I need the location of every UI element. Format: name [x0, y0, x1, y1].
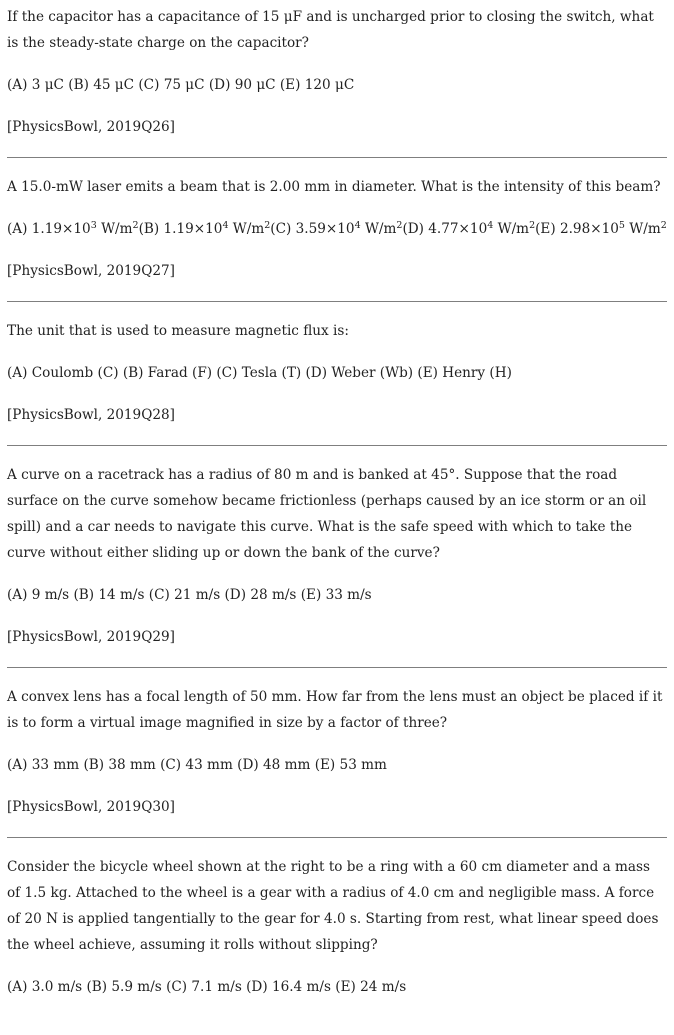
option-b-exponent: 4: [222, 220, 229, 231]
question-item: [7, 462, 667, 650]
divider: [7, 157, 667, 158]
question-source: [PhysicsBowl, 2019Q26]: [7, 119, 175, 135]
option-c-base: (C) 3.59×10: [270, 221, 355, 237]
option-c-exponent: 4: [354, 220, 361, 231]
answer-options: (A) 3.0 m/s (B) 5.9 m/s (C) 7.1 m/s (D) 16.4 m/s (E) 24 m/s: [7, 979, 407, 995]
answer-options: (A) 3 μC (B) 45 μC (C) 75 μC (D) 90 μC (E) 120 μC: [7, 77, 355, 93]
question-text: A convex lens has a focal length of 50 mm. How far from the lens must an object be placed if it is to form a virtual image magnified in size by a factor of three?: [7, 689, 663, 731]
question-source: [PhysicsBowl, 2019Q30]: [7, 799, 175, 815]
option-a-base: (A) 1.19×10: [7, 221, 91, 237]
divider: [7, 667, 667, 668]
option-e-exponent: 5: [618, 220, 625, 231]
option-b-base: (B) 1.19×10: [138, 221, 223, 237]
option-e-unit-exponent: 2: [660, 220, 667, 231]
option-c-unit: W/m: [360, 221, 397, 237]
question-text: A 15.0-mW laser emits a beam that is 2.00 mm in diameter. What is the intensity of this beam?: [7, 179, 661, 195]
option-d-unit-exponent: 2: [529, 220, 536, 231]
question-source: [PhysicsBowl, 2019Q28]: [7, 407, 175, 423]
answer-options: (A) Coulomb (C) (B) Farad (F) (C) Tesla (T) (D) Weber (Wb) (E) Henry (H): [7, 365, 512, 381]
question-item: [7, 684, 667, 820]
option-d-base: (D) 4.77×10: [402, 221, 488, 237]
question-item: [7, 4, 667, 140]
question-text: If the capacitor has a capacitance of 15 μF and is uncharged prior to closing the switch, what is the steady-state charge on the capacitor?: [7, 9, 654, 51]
option-a-exponent: 3: [90, 220, 97, 231]
answer-options: (A) 33 mm (B) 38 mm (C) 43 mm (D) 48 mm (E) 53 mm: [7, 757, 387, 773]
option-b-unit: W/m: [228, 221, 265, 237]
option-b-unit-exponent: 2: [264, 220, 271, 231]
option-c-unit-exponent: 2: [396, 220, 403, 231]
option-a-unit-exponent: 2: [132, 220, 139, 231]
question-item: [7, 318, 667, 428]
divider: [7, 301, 667, 302]
question-item: [7, 174, 667, 284]
option-d-unit: W/m: [493, 221, 530, 237]
question-text: Consider the bicycle wheel shown at the right to be a ring with a 60 cm diameter and a mass of 1.5 kg. Attached to the wheel is a gear with a radius of 4.0 cm and negligible mass. A force of 20 N is applied tangentially to the gear for 4.0 s. Starting from rest, what linear speed does the wheel achieve, assuming it rolls without slipping?: [7, 859, 659, 953]
option-e-base: (E) 2.98×10: [535, 221, 619, 237]
divider: [7, 837, 667, 838]
answer-options: (A) 9 m/s (B) 14 m/s (C) 21 m/s (D) 28 m/s (E) 33 m/s: [7, 587, 372, 603]
question-text: The unit that is used to measure magnetic flux is:: [7, 323, 349, 339]
option-e-unit: W/m: [624, 221, 661, 237]
option-d-exponent: 4: [487, 220, 494, 231]
question-item: [7, 854, 667, 1000]
question-source: [PhysicsBowl, 2019Q27]: [7, 263, 175, 279]
question-source: [PhysicsBowl, 2019Q29]: [7, 629, 175, 645]
answer-options: [7, 216, 667, 242]
divider: [7, 445, 667, 446]
question-text: A curve on a racetrack has a radius of 80 m and is banked at 45°. Suppose that the road surface on the curve somehow became frictionless (perhaps caused by an ice storm or an oil spill) and a car needs to navigate this curve. What is the safe speed with which to take the curve without either sliding up or down the bank of the curve?: [7, 467, 647, 561]
option-a-unit: W/m: [96, 221, 133, 237]
